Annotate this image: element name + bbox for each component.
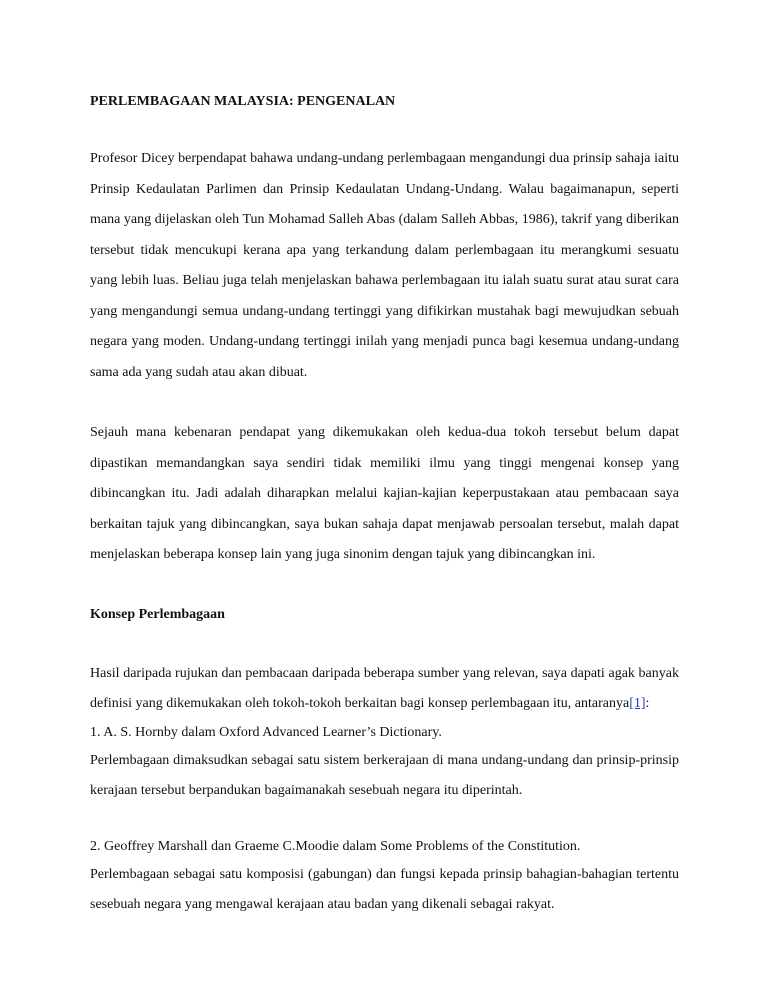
definition-item-2-heading: 2. Geoffrey Marshall dan Graeme C.Moodie dalam Some Problems of the Constitution. xyxy=(90,838,581,854)
definition-item-2-text: Perlembagaan sebagai satu komposisi (gabungan) dan fungsi kepada prinsip bahagian-bahagian tertentu sesebuah negara yang mengawal kerajaan atau badan yang dikenali sebagai rakyat. xyxy=(90,866,679,912)
paragraph-opinion: Sejauh mana kebenaran pendapat yang dikemukakan oleh kedua-dua tokoh tersebut belum dapat dipastikan memandangkan saya sendiri tidak memiliki ilmu yang tinggi mengenai konsep yang dibincangkan itu. Jadi adalah diharapkan melalui kajian-kajian keperpustakaan atau pembacaan saya berkaitan tajuk yang dibincangkan, saya bukan sahaja dapat menjawab persoalan tersebut, malah dapat menjelaskan beberapa konsep lain yang juga sinonim dengan tajuk yang dibincangkan ini. xyxy=(90,425,679,562)
definition-item-1-text: Perlembagaan dimaksudkan sebagai satu sistem berkerajaan di mana undang-undang dan prinsip-prinsip kerajaan tersebut berpandukan bagaimanakah sesebuah negara itu diperintah. xyxy=(90,752,679,798)
document-page xyxy=(90,88,679,920)
section-heading: Konsep Perlembagaan xyxy=(90,606,225,622)
footnote-link[interactable]: [1] xyxy=(629,696,646,711)
document-title: PERLEMBAGAAN MALAYSIA: PENGENALAN xyxy=(90,94,396,109)
paragraph-definitions-text: Hasil daripada rujukan dan pembacaan daripada beberapa sumber yang relevan, saya dapati agak banyak definisi yang dikemukakan oleh tokoh-tokoh berkaitan bagi konsep perlembagaan itu, antaranya xyxy=(90,665,679,711)
paragraph-intro: Profesor Dicey berpendapat bahawa undang-undang perlembagaan mengandungi dua prinsip sahaja iaitu Prinsip Kedaulatan Parlimen dan Prinsip Kedaulatan Undang-Undang. Walau bagaimanapun, seperti mana yang dijelaskan oleh Tun Mohamad Salleh Abas (dalam Salleh Abbas, 1986), takrif yang diberikan tersebut tidak mencukupi kerana apa yang terkandung dalam perlembagaan itu merangkumi sesuatu yang lebih luas. Beliau juga telah menjelaskan bahawa perlembagaan itu ialah suatu surat atau surat cara yang mengandungi semua undang-undang tertinggi yang difikirkan mustahak bagi mewujudkan sebuah negara yang moden. Undang-undang tertinggi inilah yang menjadi punca bagi kesemua undang-undang sama ada yang sudah atau akan dibuat. xyxy=(90,151,679,380)
definition-item-1-heading: 1. A. S. Hornby dalam Oxford Advanced Learner’s Dictionary. xyxy=(90,724,442,740)
paragraph-definitions xyxy=(90,659,679,720)
paragraph-definitions-colon: : xyxy=(645,696,650,711)
